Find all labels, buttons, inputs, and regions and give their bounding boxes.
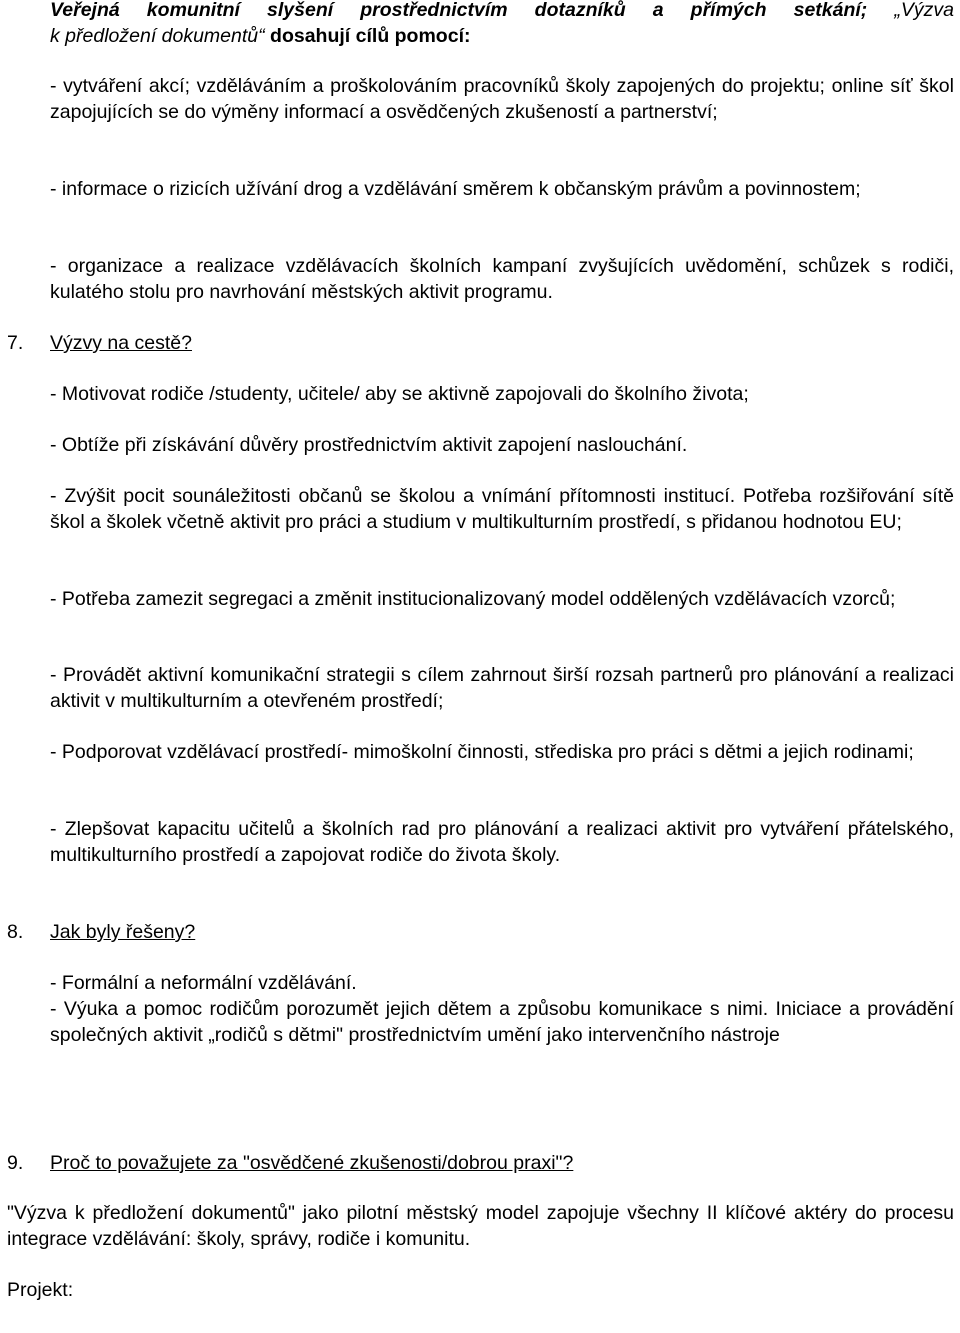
challenge-item: - Provádět aktivní komunikační strategii s cílem zahrnout širší rozsah partnerů pro plánování a realizaci aktivit v multikulturním a otevřeném prostředí; (50, 664, 954, 712)
section-8-title: Jak byly řešeny? (50, 921, 196, 943)
section-9-title: Proč to považujete za "osvědčené zkušenosti/dobrou praxi"? (50, 1152, 574, 1174)
challenge-item: - Motivovat rodiče /studenty, učitele/ aby se aktivně zapojovali do školního života; (50, 383, 749, 405)
challenge-item: - Potřeba zamezit segregaci a změnit institucionalizovaný model oddělených vzdělávacích vzorců; (50, 588, 896, 610)
challenge-item: - Zvýšit pocit sounáležitosti občanů se školou a vnímání přítomnosti institucí. Potřeba rozšiřování sítě škol a školek včetně aktivit pro práci a studium v multikulturním prostředí, s přidanou hodnotou EU; (50, 485, 954, 533)
intro-bullet: - informace o rizicích užívání drog a vzdělávání směrem k občanským právům a povinnostem; (50, 178, 861, 200)
solution-line: - Výuka a pomoc rodičům porozumět jejich dětem a způsobu komunikace s nimi. Iniciace a provádění společných aktivit „rodičů s dětmi" prostřednictvím umění jako intervenčního nástroje (50, 998, 954, 1046)
challenge-item: - Podporovat vzdělávací prostředí- mimoškolní činnosti, střediska pro práci s dětmi a jejich rodinami; (50, 741, 914, 763)
challenge-item: - Obtíže při získávání důvěry prostřednictvím aktivit zapojení naslouchání. (50, 434, 688, 456)
section-7-title: Výzvy na cestě? (50, 332, 192, 354)
challenge-item: - Zlepšovat kapacitu učitelů a školních rad pro plánování a realizaci aktivit pro vytváření přátelského, multikulturního prostředí a zapojovat rodiče do života školy. (50, 818, 954, 866)
intro-heading-bold: Veřejná komunitní slyšení prostřednictvím dotazníků a přímých setkání; (50, 0, 868, 21)
solution-line: - Formální a neformální vzdělávání. (50, 972, 357, 994)
intro-bullet: - vytváření akcí; vzděláváním a proškolováním pracovníků školy zapojených do projektu; online síť škol zapojujících se do výměny informací a osvědčených zkušeností a partnerství; (50, 75, 954, 123)
intro-heading-quote-end: k předložení dokumentů“ (50, 25, 265, 47)
section-8-number: 8. (7, 921, 24, 943)
intro-heading (50, 0, 954, 49)
intro-heading-quote-start: „Výzva (894, 0, 954, 21)
section-9-body: "Výzva k předložení dokumentů" jako pilotní městský model zapojuje všechny II klíčové aktéry do procesu integrace vzdělávání: školy, správy, rodiče i komunitu. (7, 1202, 954, 1250)
intro-bullet: - organizace a realizace vzdělávacích školních kampaní zvyšujících uvědomění, schůzek s rodiči, kulatého stolu pro navrhování městských aktivit programu. (50, 255, 954, 303)
section-7-number: 7. (7, 332, 24, 354)
section-9-number: 9. (7, 1152, 24, 1174)
projekt-label: Projekt: (7, 1279, 74, 1301)
intro-heading-tail: dosahují cílů pomocí: (270, 25, 471, 47)
